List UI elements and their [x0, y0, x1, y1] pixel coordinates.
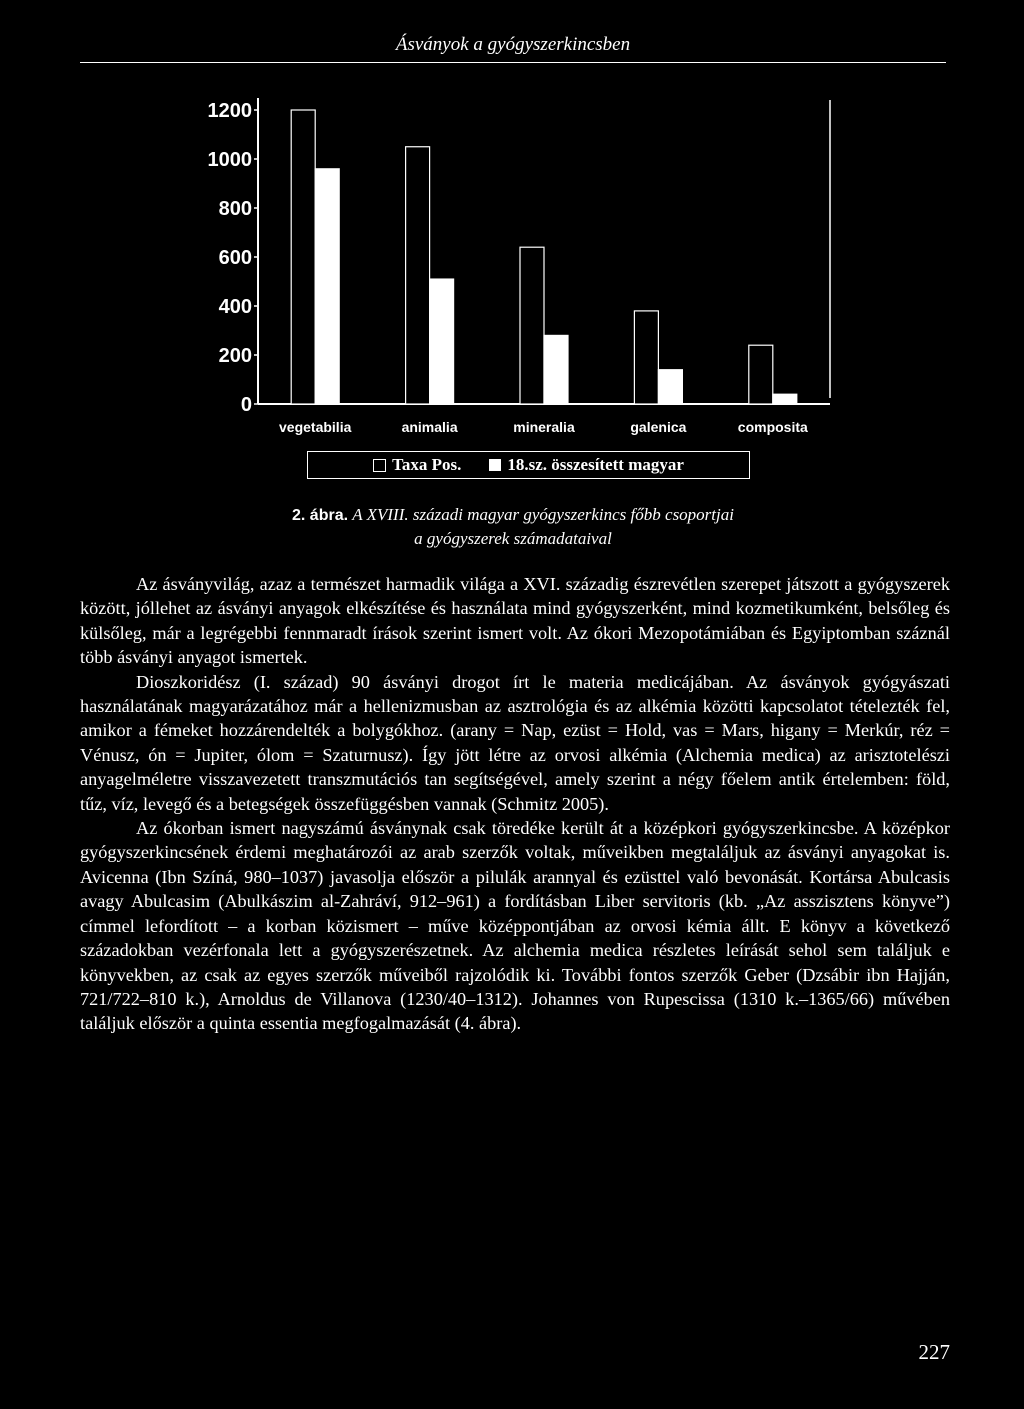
bar-taxa	[749, 345, 773, 404]
caption-label: 2. ábra.	[292, 507, 349, 524]
legend-label-hungarian: 18.sz. összesített magyar	[507, 455, 684, 474]
x-tick-label: composita	[737, 419, 808, 435]
bar-hungarian	[430, 279, 454, 404]
x-tick-label: vegetabilia	[279, 419, 352, 435]
x-tick-label: animalia	[401, 419, 458, 435]
figure-caption	[80, 503, 946, 550]
bar-taxa	[634, 311, 658, 404]
y-tick-label: 200	[218, 345, 252, 367]
y-tick-label: 400	[218, 296, 252, 318]
y-tick-label: 1000	[207, 149, 252, 171]
legend-item-hungarian	[489, 455, 684, 475]
bar-hungarian	[315, 169, 339, 404]
running-header: Ásványok a gyógyszerkincsben	[395, 34, 631, 55]
paragraph-2: Dioszkoridész (I. század) 90 ásványi drogot írt le materia medicájában. Az ásványok gyógyászati használatának magyarázatához már a hellenizmusban az asztrológia és az alkémia közötti kapcsolatot tételezték fel, amikor a fémeket hozzárendelték a bolygókhoz. (arany = Nap, ezüst = Hold, vas = Mars, higany = Merkúr, réz = Vénusz, ón = Jupiter, ólom = Szaturnusz). Így jött létre az orvosi alkémia (Alchemia medica) az arisztotelészi anyagelméletre visszavezetett transzmutációs tan segítségével, amely szerint a négy főelem antik értelemben: föld, tűz, víz, levegő és a betegségek összefüggésben vannak (Schmitz 2005).	[80, 671, 950, 814]
caption-line-1: A XVIII. századi magyar gyógyszerkincs főbb csoportjai	[352, 505, 734, 524]
bar-taxa	[406, 147, 430, 404]
bar-hungarian	[773, 394, 797, 404]
chart-bars	[291, 110, 797, 404]
x-axis-ticks	[279, 419, 808, 435]
y-tick-label: 1200	[207, 100, 252, 122]
y-tick-label: 800	[218, 198, 252, 220]
paragraph-3: Az ókorban ismert nagyszámú ásványnak csak töredéke került át a középkori gyógyszerkincsbe. A középkor gyógyszerkincsének érdemi meghatározói az arab szerzők voltak, műveikben megtaláljuk az ásványi anyagokat is. Avicenna (Ibn Színá, 980–1037) javasolja először a pilulák arannyal és ezüsttel való bevonását. Kortársa Abulcasis avagy Abulcasim (Abulkászim al-Zahráví, 912–961) a fordításban Liber servitoris (kb. „Az asszisztens könyve”) címmel lefordított – a korban közismert – műve középpontjában az orvosi kémia állt. E könyv a következő századokban vezérfonala lett a gyógyszerészetnek. Az alchemia medica részletes leírását sehol sem találjuk e könyvekben, az csak az egyes szerzők műveiből rajzolódik ki. További fontos szerzők Geber (Dzsábir ibn Hajján, 721/722–810 k.), Arnoldus de Villanova (1230/40–1312). Johannes von Rupescissa (1310 k.–1365/66) művében találjuk először a quinta essentia megfogalmazását (4. ábra).	[80, 818, 950, 1034]
y-tick-label: 600	[218, 247, 252, 269]
bar-taxa	[520, 247, 544, 404]
bar-hungarian	[544, 335, 568, 404]
paragraph-1: Az ásványvilág, azaz a természet harmadik világa a XVI. századig észrevétlen szerepet játszott a gyógyszerek között, jóllehet az ásványi anyagok elkészítése és használata mind gyógyszerként, mind kozmetikumként, belsőleg és külsőleg, már a legrégebbi fennmaradt írások szerint ismert volt. Az ókori Mezopotámiában és Egyiptomban száznál több ásványi anyagot ismertek.	[80, 574, 950, 668]
legend-item-taxa	[373, 455, 461, 475]
page-number: 227	[918, 1340, 950, 1364]
open-square-icon	[373, 459, 386, 472]
legend-label-taxa: Taxa Pos.	[392, 455, 462, 474]
caption-line-2: a gyógyszerek számadataival	[414, 529, 612, 548]
y-axis-ticks	[208, 100, 259, 416]
filled-square-icon	[489, 459, 501, 471]
bar-chart	[0, 0, 1024, 445]
x-tick-label: galenica	[630, 419, 687, 435]
bar-taxa	[291, 110, 315, 404]
body-text	[80, 572, 950, 1036]
x-tick-label: mineralia	[513, 419, 575, 435]
y-tick-label: 0	[240, 394, 252, 416]
bar-hungarian	[658, 370, 682, 404]
chart-legend	[307, 451, 750, 479]
